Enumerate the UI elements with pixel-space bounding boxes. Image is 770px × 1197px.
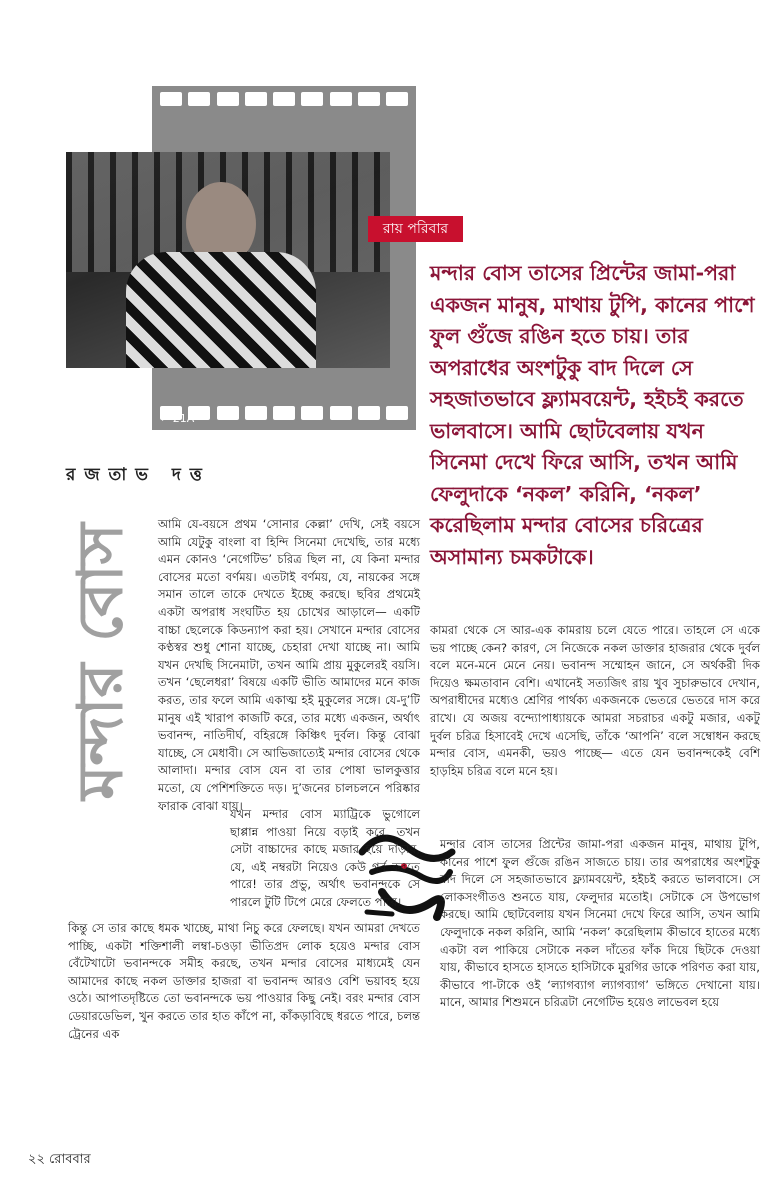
body-column-2-paragraph-2: মন্দার বোস তাসের প্রিন্টের জামা-পরা একজন মানুষ, মাথায় টুপি, কানের পাশে ফুল গুঁজে রঙিন সাজতে চায়। তার অপরাধের অংশটুকু বাদ দিলে সে সহজাতভাবে ফ্ল্যামবয়েন্ট, হইচই করতে ভালবাসে। সে লোকসংগীতও শুনতে যায়, ফেলুদার মতোই। সেটাকে সে উপভোগ করছে। আমি ছোটবেলায় যখন সিনেমা দেখে ফিরে আসি, তখন আমি ফেলুদাকে নকল করিনি, আমি ‘নকল’ করেছিলাম কীভাবে হাতের মধ্যে একটা বল পাকিয়ে সেটাকে নকল দাঁতের ফাঁক দিয়ে ছিটকে দেওয়া যায়, কীভাবে হাসতে হাসতে হাসিটাকে মুরগির ডাকে পরিণত করা যায়, কীভাবে পা-টাকে ওই ‘ল্যাগব্যাগ ল্যাগব্যাগ’ ভঙ্গিতে দেখানো যায়। মানে, আমার শিশুমনে চরিত্রটা নেগেটিভ হয়েও লাভেবল হয়ে [440,837,760,1010]
film-frame-number: ← 21A [160,412,195,425]
film-sprockets-top [160,92,408,110]
pull-quote: মন্দার বোস তাসের প্রিন্টের জামা-পরা একজন মানুষ, মাথায় টুপি, কানের পাশে ফুল গুঁজে রঙিন হতে চায়। তার অপরাধের অংশটুকু বাদ দিলে সে সহজাতভাবে ফ্ল্যামবয়েন্ট, হইচই করতে ভালবাসে। আমি ছোটবেলায় যখন সিনেমা দেখে ফিরে আসি, তখন আমি ফেলুদাকে ‘নকল’ করিনি, ‘নকল’ করেছিলাম মন্দার বোসের চরিত্রের অসামান্য চমকটাকে। [430,261,755,569]
movie-still-photo [66,152,390,368]
body-column-2-paragraph-1: কামরা থেকে সে আর-এক কামরায় চলে যেতে পারে। তাহলে সে একে ভয় পাচ্ছে কেন? কারণ, সে নিজেকে নকল ডাক্তার হাজরার থেকে দুর্বল বলে মনে-মনে মেনে নেয়। ভবানন্দ সম্মোহন জানে, সে অর্থকরী দিক দিয়েও ক্ষমতাবান বেশি। এখানেই সত্যজিৎ রায় খুব সুচারুভাবে দেখান, অপরাধীদের মধ্যেও শ্রেণির পার্থক্য একজনকে ভেতরে ভেতরে দাস করে রাখে। যে অজয় বন্দ্যোপাধ্যায়কে আমরা সচরাচর একটু মজার, একটু দুর্বল চরিত্র হিসাবেই দেখে এসেছি, তাঁকে ‘আপনি’ বলে সম্বোধন করছে মন্দার বোস, এমনকী, ভয়ও পাচ্ছে— এতে যেন ভবানন্দকেই বেশি হাড়হিম চরিত্র বলে মনে হয়। [430,623,760,778]
body-column-1-paragraph-2: যখন মন্দার বোস ম্যাট্রিকে ভুগোলে ছাপ্পান্ন পাওয়া নিয়ে বড়াই করে, তখন সেটা বাচ্চাদের কাছে মজার হয়ে দাঁড়ায়, যে, এই নম্বরটা নিয়েও কেউ গর্ব করতে পারে! তার প্রভু, অর্থাৎ ভবানন্দকে সে পারলে টুটি টিপে মেরে ফেলতে পারে। [230,807,420,909]
article-title-text: মন্দার বোস [63,522,137,800]
article-title [62,506,148,816]
section-tag: রায় পরিবার [368,216,463,242]
body-column-1-paragraph-1: আমি যে-বয়সে প্রথম ‘সোনার কেল্লা’ দেখি, সেই বয়সে আমি যেটুকু বাংলা বা হিন্দি সিনেমা দেখেছি, তার মধ্যে এমন কোনও ‘নেগেটিভ’ চরিত্র ছিল না, যে কিনা মন্দার বোসের মতো বর্ণময়। এতটাই বর্ণময়, যে, নায়কের সঙ্গে সমান তালে তাকে দেখতে ইচ্ছে করছে। ছবির প্রথমেই একটা অপরাধ সংঘটিত হয় চোখের আড়ালে— একটি বাচ্চা ছেলেকে কিডন্যাপ করা হয়। সেখানে মন্দার বোসের কণ্ঠস্বর শুধু শোনা যাচ্ছে, চেহারা দেখা যাচ্ছে না। আমি যখন দেখছি সিনেমাটা, তখন আমি প্রায় মুকুলেরই বয়সি। তখন ‘ছেলেধরা’ বিষয়ে একটি ভীতি আমাদের মনে কাজ করত, তার ফলে আমি একাত্ম হই মুকুলের সঙ্গে। যে-দু’টি মানুষ এই খারাপ কাজটি করে, তার মধ্যে একজন, অর্থাৎ ভবানন্দ, নাতিদীর্ঘ, বহিরঙ্গে কিঞ্চিৎ দুর্বল। কিন্তু বোঝা যাচ্ছে, সে মেধাবী। সে আভিজাত্যেই মন্দার বোসের থেকে আলাদা। মন্দার বোস যেন বা তার পোষা ভালকুত্তার মতো, যে পেশিশক্তিতে দড়। দু’জনের চালচলনে পরিষ্কার ফারাক বোঝা যায়। [158,517,420,813]
author-byline: রজতাভ দত্ত [66,465,211,485]
page-footer: ২২ রোববার [28,1152,91,1167]
body-column-1-paragraph-3: কিন্তু সে তার কাছে ধমক খাচ্ছে, মাথা নিচু করে ফেলছে। যখন আমরা দেখতে পাচ্ছি, একটা শক্তিশালী লম্বা-চওড়া ভীতিপ্রদ লোক হয়েও মন্দার বোস বেঁটেখাটো ভবানন্দকে সমীহ করছে, তখন মন্দার বোসের মাধ্যমেই যেন আমাদের কাছে নকল ডাক্তার হাজরা বা ভবানন্দ আরও বেশি ভয়াবহ হয়ে ওঠে। আপাতদৃষ্টিতে তো ভবানন্দকে ভয় পাওয়ার কিছু নেই। বরং মন্দার বোস ডেয়ারডেভিল, খুন করতে তার হাত কাঁপে না, কাঁকড়াবিছে ধরতে পারে, চলন্ত ট্রেনের এক [68,921,420,1041]
photo-actor-shirt [126,252,316,368]
film-sprockets-bottom [160,406,408,424]
